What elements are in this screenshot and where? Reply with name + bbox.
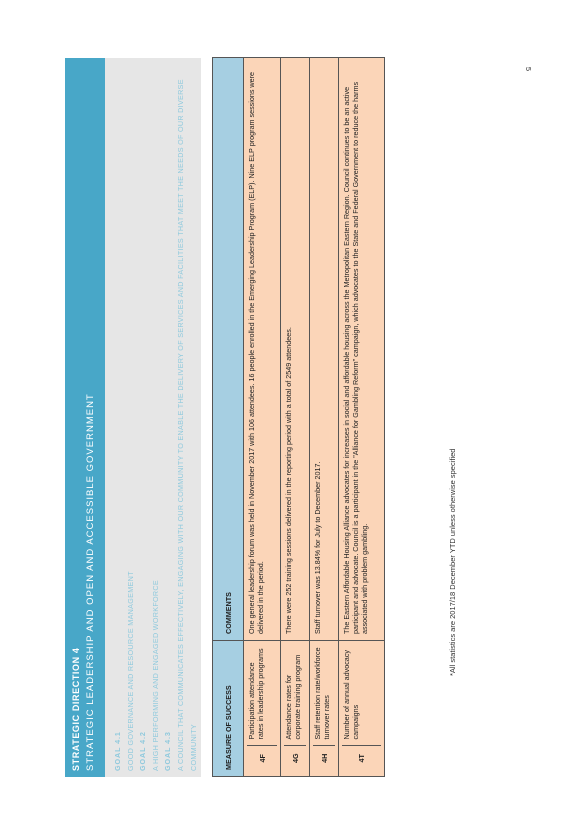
comments-column-header: COMMENTS [213,58,244,641]
measure-text: Staff retention rate/workforce turnover rates [313,647,331,740]
measure-column-header: MEASURE OF SUCCESS [213,641,244,777]
measure-cell [244,641,281,777]
table-row [339,58,385,777]
header-subtitle: STRATEGIC LEADERSHIP AND OPEN AND ACCESSIBLE GOVERNMENT [85,393,96,771]
measure-text: Attendance rates for corporate training program [284,654,302,740]
comment-cell: There were 252 training sessions delivered in the reporting period with a total of 2549 attendees. [281,58,310,641]
table-header-row [213,58,244,777]
measure-text: Participation attendance rates in leadership programs [247,648,265,740]
goals-panel [105,58,201,777]
measure-code: 4F [247,746,277,770]
goal-label: GOAL 4.1 [113,731,122,771]
comment-cell: The Eastern Affordable Housing Alliance advocates for increases in social and affordable housing across the Metropolitan Eastern Region. Council continues to be an active participant and advocate. Council is a participant in the "Alliance for Gambling Reform" campaign, which advocates to the State and Federal Government to reduce the harms associated with problem gambling. [339,58,385,641]
table-row [244,58,281,777]
goal-text: A HIGH PERFORMING AND ENGAGED WORKFORCE [150,579,160,771]
goal-label: GOAL 4.2 [138,731,148,771]
goal-text: GOOD GOVERNANCE AND RESOURCE MANAGEMENT [125,571,135,771]
measure-code: 4T [342,746,381,770]
measure-code: 4G [284,746,306,770]
measure-code: 4H [313,746,335,770]
measure-cell [339,641,385,777]
table-row [281,58,310,777]
page-number: 5 [524,66,533,72]
measure-cell [310,641,339,777]
goal-text: A COUNCIL THAT COMMUNICATES EFFECTIVELY, ENGAGING WITH OUR COMMUNITY TO ENABLE THE DELIVERY OF SERVICES AND FACILITIES THAT MEET THE NEEDS OF OUR DIVERSE COMMUNITY [175,79,198,771]
header-title: STRATEGIC DIRECTION 4 [71,647,81,771]
footnote: *All statistics are 2017/18 December YTD unless otherwise specified [448,448,457,676]
measure-cell [281,641,310,777]
table-row [310,58,339,777]
comment-cell: One general leadership forum was held in November 2017 with 106 attendees. 16 people enrolled in the Emerging Leadership Program (ELP). Nine ELP program sessions were delivered in the period. [244,58,281,641]
measures-table [212,57,385,777]
rotated-page-content [65,58,378,777]
measure-text: Number of annual advocacy campaigns [342,650,360,740]
strategic-direction-header [65,58,105,777]
goal-label: GOAL 4.3 [163,731,173,771]
comment-cell: Staff turnover was 13.84% for July to December 2017. [310,58,339,641]
